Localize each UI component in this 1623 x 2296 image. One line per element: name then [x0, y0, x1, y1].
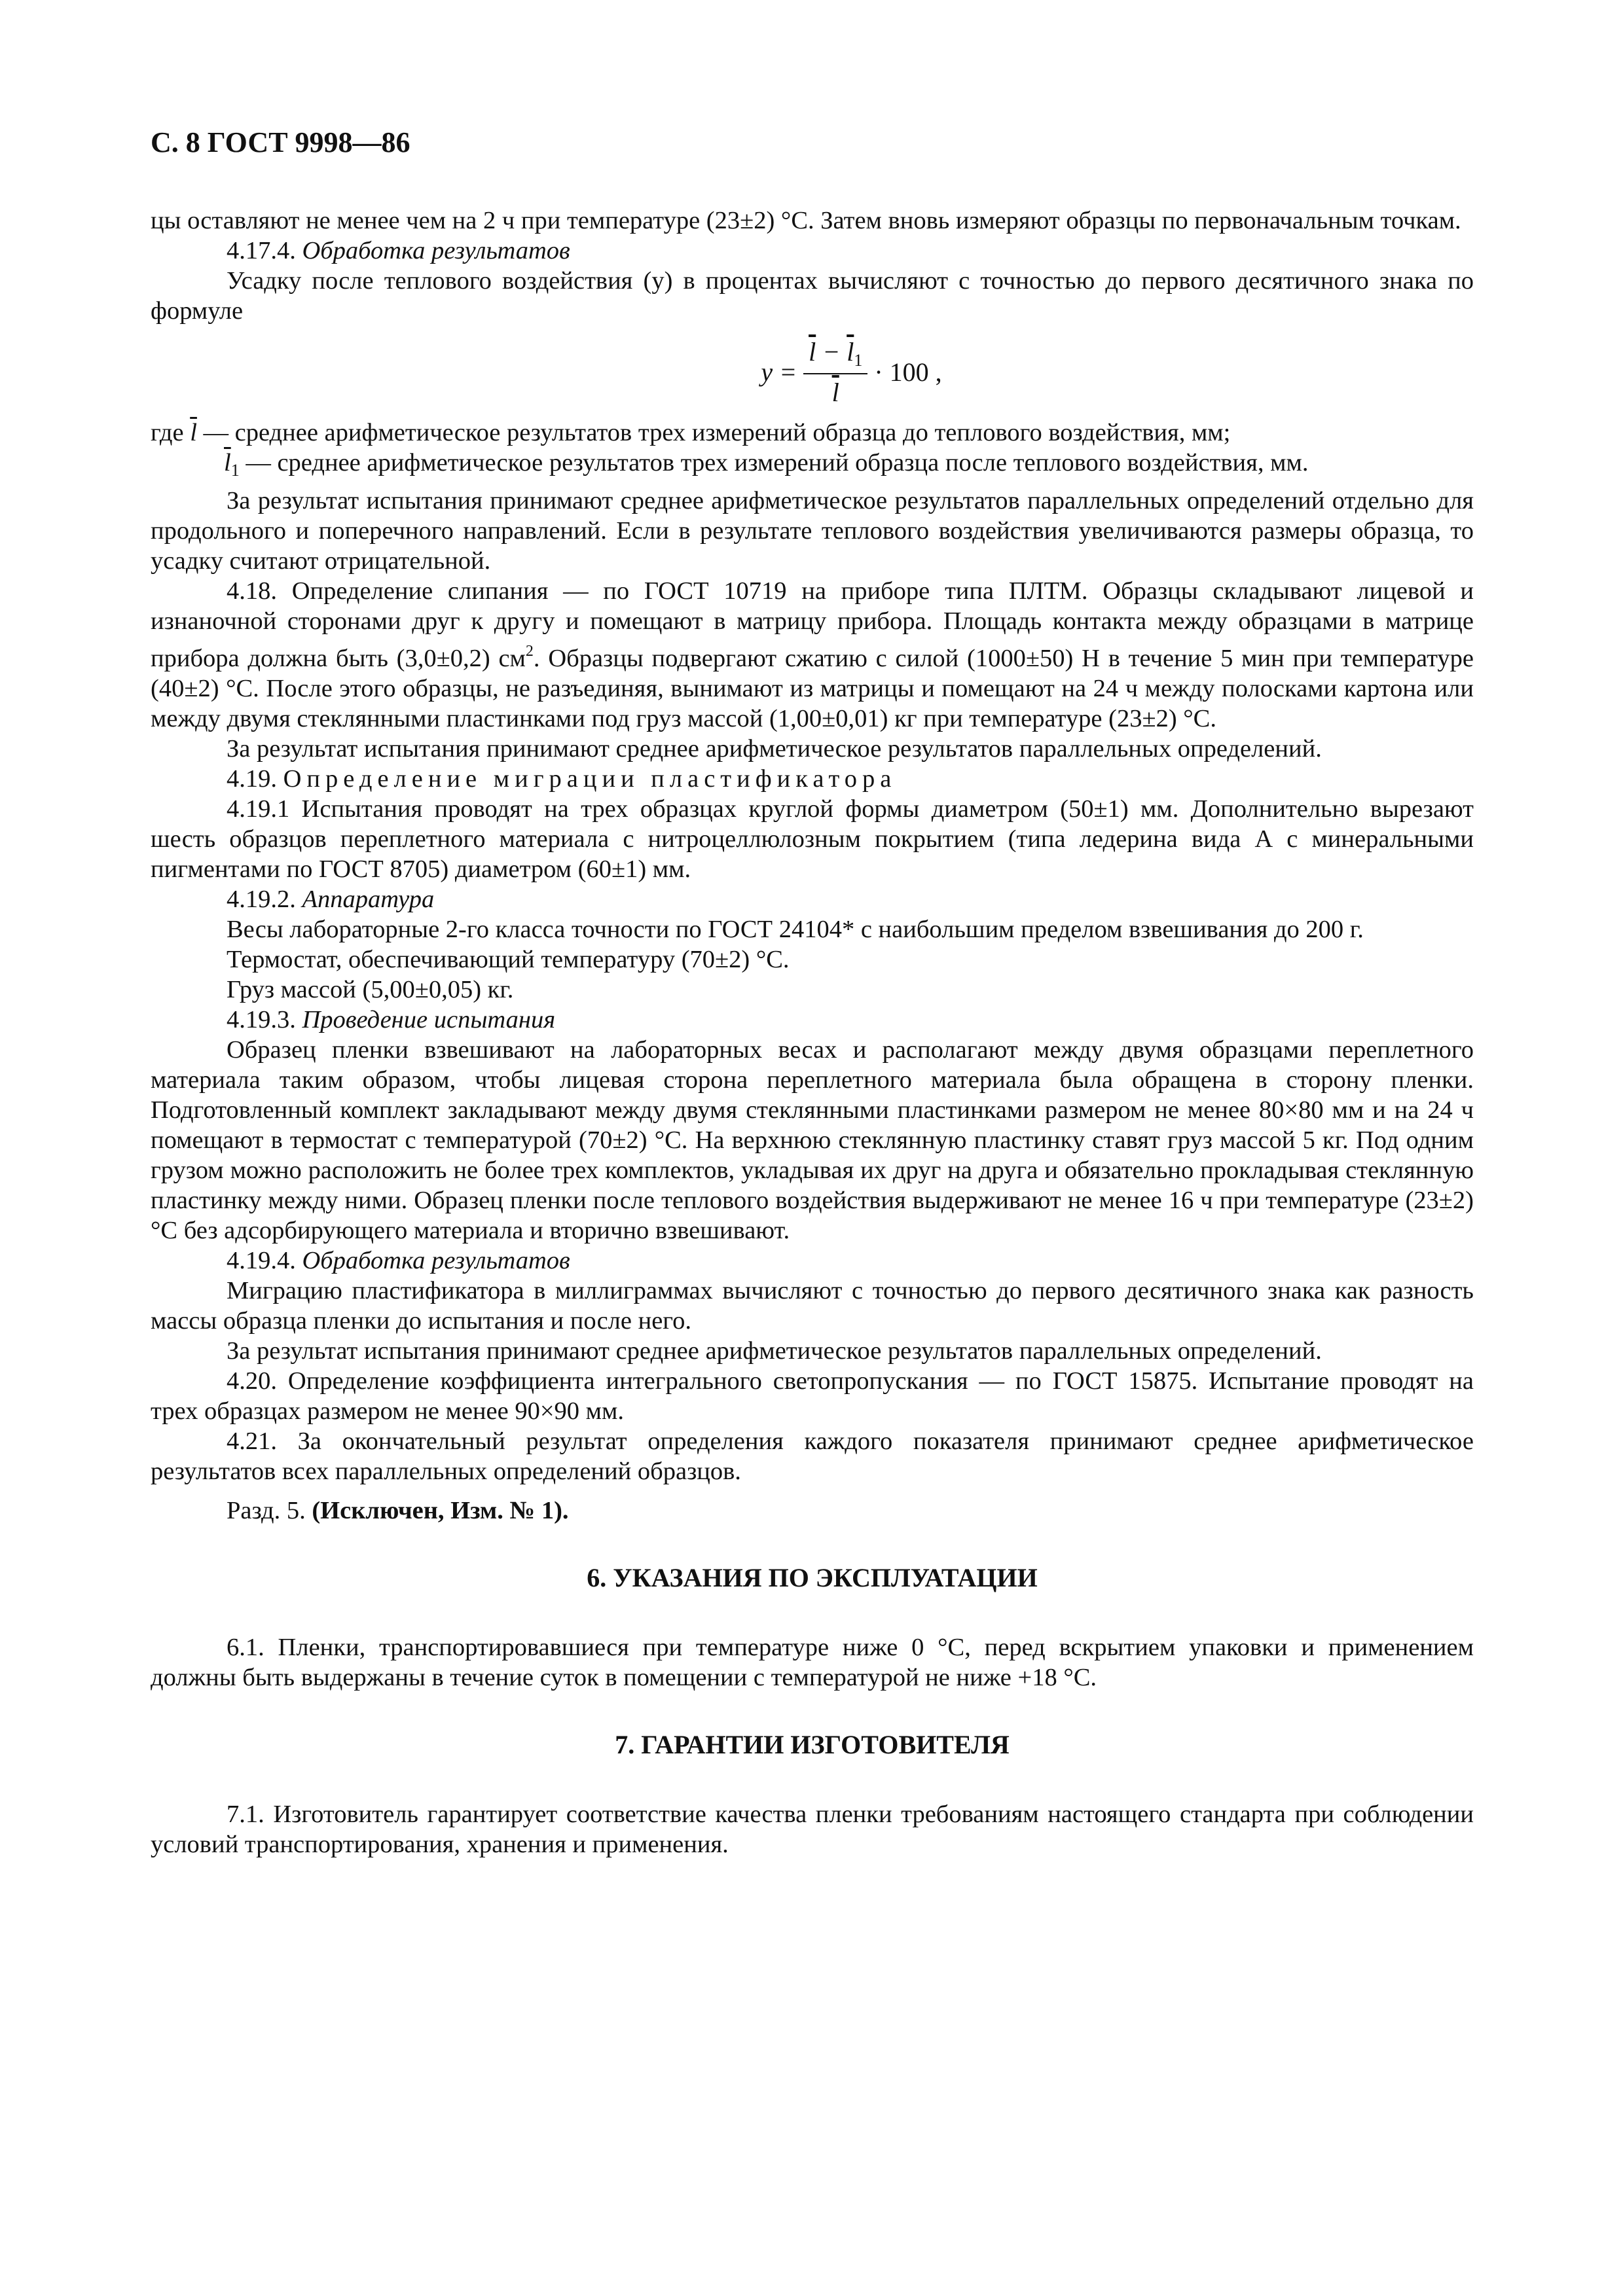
- formula-numerator: $\overline{l} - \overline{l}_1$: [803, 336, 867, 374]
- formula-lhs: y =: [761, 357, 797, 387]
- paragraph-6-1: 6.1. Пленки, транспортировавшиеся при температуре ниже 0 °С, перед вскрытием упаковки и применением должны быть выдержаны в течение суток в помещении с температурой не ниже +18 °С.: [151, 1634, 1474, 1691]
- paragraph-7-1: 7.1. Изготовитель гарантирует соответствие качества пленки требованиям настоящего стандарта при соблюдении условий транспортирования, хранения и применения.: [151, 1801, 1474, 1858]
- subsection-title: Определение миграции пластификатора: [283, 765, 897, 793]
- subsection-4-19-2: 4.19.2. Аппаратура: [227, 886, 435, 913]
- paragraph-4-19-1: 4.19.1 Испытания проводят на трех образцах круглой формы диаметром (50±1) мм. Дополнительно вырезают шесть образцов переплетного материала с нитроцеллюлозным покрытием (типа ледерина вида А с минеральными пигментами по ГОСТ 8705) диаметром (60±1) мм.: [151, 795, 1474, 883]
- paragraph-4-18-result: За результат испытания принимают среднее арифметическое результатов параллельных определений.: [227, 735, 1322, 762]
- subsection-4-17-4: [151, 236, 1474, 266]
- paragraph-thermostat: Термостат, обеспечивающий температуру (70±2) °С.: [227, 946, 790, 973]
- section-4-20: 4.20. Определение коэффициента интегрального светопропускания — по ГОСТ 15875. Испытание проводят на трех образцах размером не менее 90×90 мм.: [151, 1367, 1474, 1425]
- paragraph-scales: Весы лабораторные 2-го класса точности по ГОСТ 24104* с наибольшим пределом взвешивания до 200 г.: [227, 916, 1364, 943]
- heading-section-7: 7. ГАРАНТИИ ИЗГОТОВИТЕЛЯ: [615, 1730, 1010, 1759]
- paragraph-continuation: цы оставляют не менее чем на 2 ч при температуре (23±2) °С. Затем вновь измеряют образцы по первоначальным точкам.: [151, 207, 1461, 234]
- paragraph-weight: Груз массой (5,00±0,05) кг.: [227, 976, 514, 1003]
- paragraph-result: За результат испытания принимают среднее арифметическое результатов параллельных определений отдельно для продольного и поперечного направлений. Если в результате теплового воздействия увеличиваются размеры образца, то усадку считают отрицательной.: [151, 487, 1474, 575]
- formula-tail: · 100 ,: [874, 357, 942, 387]
- definition-l1: $\overline{l}_1$ — среднее арифметическое результатов трех измерений образца после теплового воздействия, мм.: [224, 449, 1309, 480]
- heading-section-6: 6. УКАЗАНИЯ ПО ЭКСПЛУАТАЦИИ: [587, 1563, 1038, 1592]
- paragraph-migration: Миграцию пластификатора в миллиграммах вычисляют с точностью до первого десятичного знака как разность массы образца пленки до испытания и после него.: [151, 1277, 1474, 1335]
- subsection-4-19-3: 4.19.3. Проведение испытания: [227, 1006, 556, 1033]
- shrinkage-formula: [229, 326, 1474, 418]
- definition-l: где $\overline{l}$ — среднее арифметическое результатов трех измерений образца до теплового воздействия, мм;: [151, 419, 1231, 446]
- subsection-4-19-4: 4.19.4. Обработка результатов: [227, 1247, 570, 1274]
- formula-denominator: l: [831, 377, 839, 407]
- section-4-19: [151, 764, 1474, 794]
- section-4-21: 4.21. За окончательный результат определения каждого показателя принимают среднее арифметическое результатов всех параллельных определений образцов.: [151, 1427, 1474, 1485]
- paragraph-shrinkage: Усадку после теплового воздействия (y) в процентах вычисляют с точностью до первого десятичного знака по формуле: [151, 267, 1474, 325]
- subsection-number: 4.17.4.: [227, 237, 296, 264]
- section-5-note: Разд. 5. (Исключен, Изм. № 1).: [227, 1497, 569, 1524]
- running-head: С. 8 ГОСТ 9998—86: [151, 126, 410, 158]
- subsection-title: Обработка результатов: [302, 237, 570, 264]
- paragraph-procedure: Образец пленки взвешивают на лабораторных весах и располагают между двумя образцами переплетного материала таким образом, чтобы лицевая сторона переплетного материала была обращена в сторону пленки. Подготовленный комплект закладывают между двумя стеклянными пластинками размером не менее 80×80 мм и на 24 ч помещают в термостат с температурой (70±2) °С. На верхнюю стеклянную пластинку ставят груз массой 5 кг. Под одним грузом можно расположить не более трех комплектов, укладывая их друг на друга и обязательно прокладывая стеклянную пластинку между ними. Образец пленки после теплового воздействия выдерживают не менее 16 ч при температуре (23±2) °С без адсорбирующего материала и вторично взвешивают.: [151, 1036, 1474, 1244]
- paragraph-migration-result: За результат испытания принимают среднее арифметическое результатов параллельных определений.: [227, 1337, 1322, 1365]
- formula-fraction: [803, 336, 867, 408]
- section-4-18: 4.18. Определение слипания — по ГОСТ 10719 на приборе типа ПЛТМ. Образцы складывают лицевой и изнаночной сторонами друг к другу и помещают в матрицу прибора. Площадь контакта между образцами в матрице прибора должна быть (3,0±0,2) $см^2$. Образцы подвергают сжатию с силой (1000±50) Н в течение 5 мин при температуре (40±2) °С. После этого образцы, не разъединяя, вынимают из матрицы и помещают на 24 ч между полосками картона или между двумя стеклянными пластинками под груз массой (1,00±0,01) кг при температуре (23±2) °С.: [151, 577, 1474, 732]
- subsection-number: 4.19.: [227, 765, 277, 793]
